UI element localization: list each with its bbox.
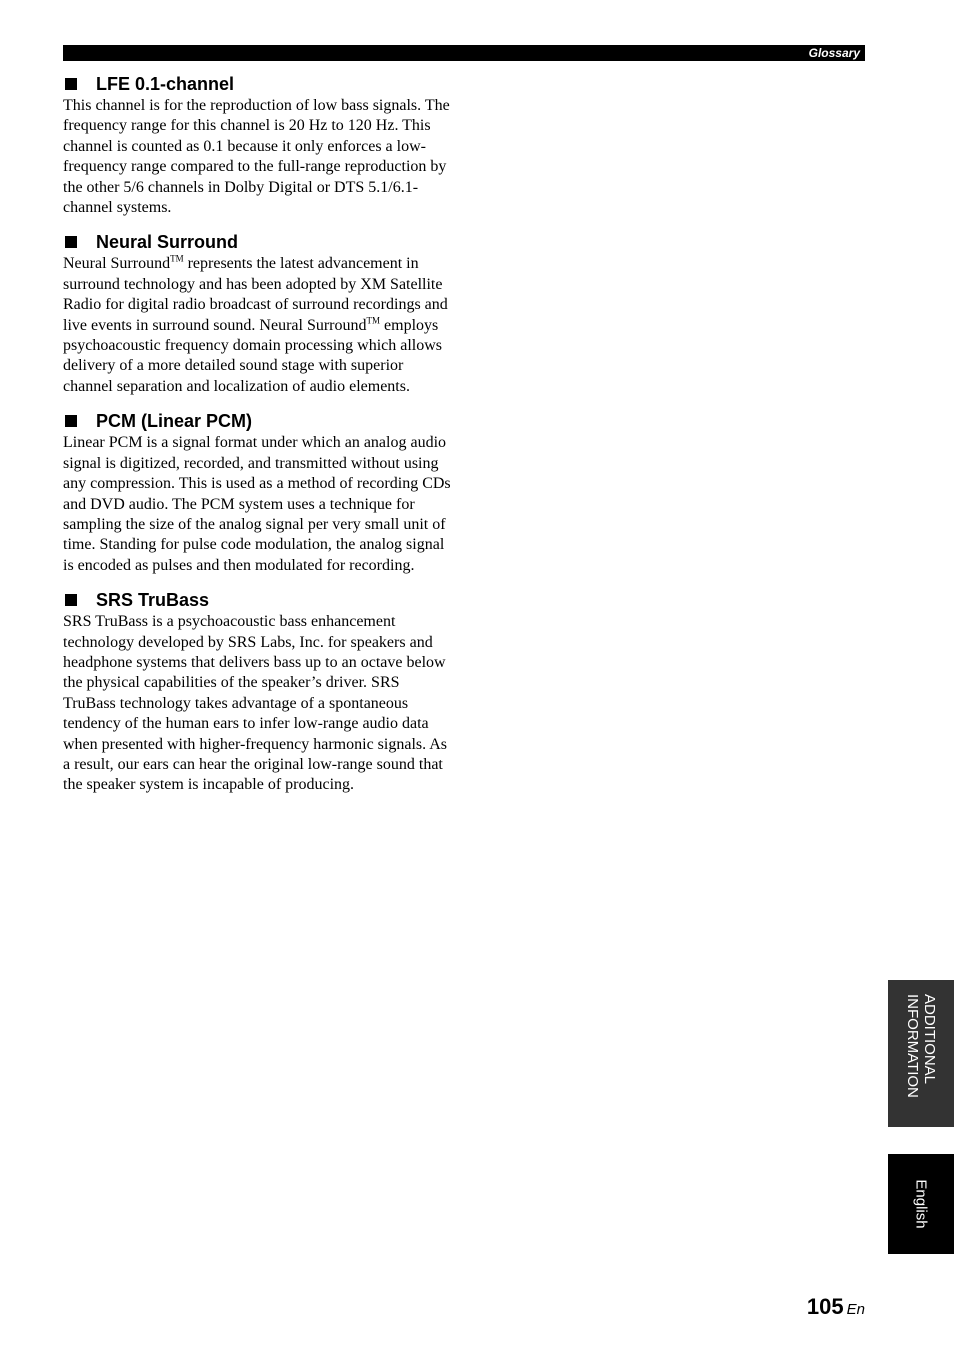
square-bullet-icon <box>65 78 77 90</box>
trademark-mark: TM <box>366 315 381 326</box>
trademark-mark: TM <box>170 254 184 265</box>
page-language: En <box>846 1301 865 1318</box>
entry-heading <box>63 230 453 254</box>
entry-body: SRS TruBass is a psychoacoustic bass enhancement technology developed by SRS Labs, Inc. for speakers and headphone systems that delivers bass up to an octave below the physical capabilities of the speaker’s driver. SRS TruBass technology takes advantage of a spontaneous tendency of the human ears to infer low-range audio data when presented with higher-frequency harmonic signals. As a result, our ears can hear the original low-range sound that the speaker system is incapable of producing. <box>63 613 448 794</box>
side-tab-line: INFORMATION <box>904 993 921 1098</box>
side-tab-additional-information[interactable] <box>888 980 954 1127</box>
page-number <box>807 1294 865 1320</box>
entry-heading <box>63 588 453 612</box>
body-part: Neural Surround <box>63 255 171 273</box>
square-bullet-icon <box>65 236 77 248</box>
side-tab-line: ADDITIONAL <box>921 993 938 1084</box>
entry-body: Linear PCM is a signal format under which an analog audio signal is digitized, recorded, and transmitted without using any compression. This is used as a method of recording CDs and DVD audio. The PCM system uses a technique for sampling the size of the analog signal per very small unit of time. Standing for pulse code modulation, the analog signal is encoded as pulses and then modulated for recording. <box>63 434 451 574</box>
entry-title: Neural Surround <box>96 232 239 253</box>
glossary-content <box>63 72 453 808</box>
entry-body <box>63 254 453 397</box>
side-tab-label <box>904 994 938 1114</box>
side-tab-english[interactable] <box>888 1154 954 1254</box>
body-part: employs psychoacoustic frequency domain processing which allows delivery of a more detailed sound stage with superior channel separation and localization of audio elements. <box>63 316 443 395</box>
square-bullet-icon <box>65 594 77 606</box>
entry-heading <box>63 409 453 433</box>
entry-title: PCM (Linear PCM) <box>96 411 253 432</box>
section-label: Glossary <box>808 46 860 60</box>
entry-title: LFE 0.1-channel <box>96 74 235 94</box>
entry-body: This channel is for the reproduction of low bass signals. The frequency range for this channel is 20 Hz to 120 Hz. This channel is counted as 0.1 because it only enforces a low-frequency range compared to the full-range reproduction by the other 5/6 channels in Dolby Digital or DTS 5.1/6.1-channel systems. <box>63 97 450 217</box>
glossary-entry-neural-surround <box>63 230 453 397</box>
body-part: represents the latest advancement in surround technology and has been adopted by XM Satellite Radio for digital radio broadcast of surround recordings and live events in surround sound. Neural Surround <box>63 255 448 334</box>
entry-title: SRS TruBass <box>96 590 210 611</box>
side-tab-label: English <box>912 1179 930 1229</box>
entry-heading <box>63 72 453 96</box>
glossary-entry-pcm <box>63 409 453 576</box>
header-bar <box>63 45 865 61</box>
glossary-entry-lfe <box>63 72 453 218</box>
glossary-entry-srs-trubass <box>63 588 453 796</box>
square-bullet-icon <box>65 415 77 427</box>
page-number-value: 105 <box>806 1294 844 1319</box>
